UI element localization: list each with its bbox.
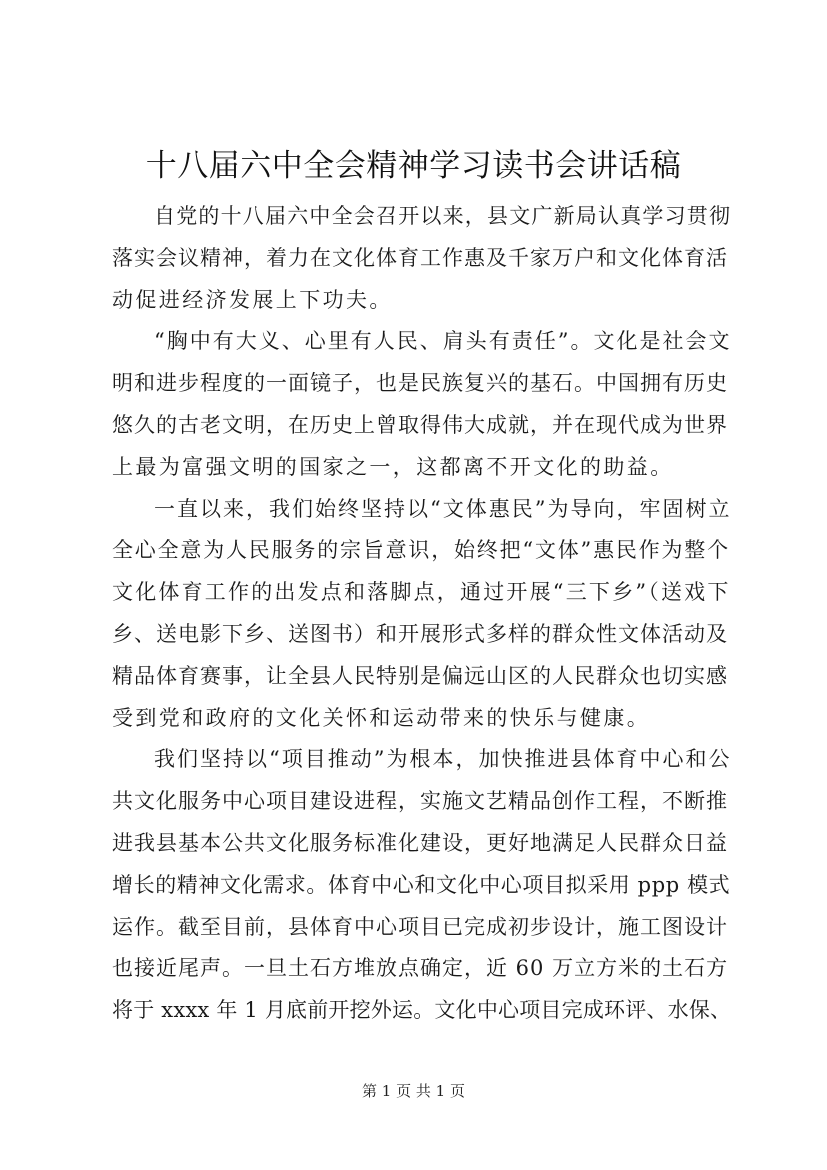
text-line: 精品体育赛事，让全县人民特别是偏远山区的人民群众也切实感 <box>112 663 728 688</box>
text-line: 落实会议精神，着力在文化体育工作惠及千家万户和文化体育活 <box>112 245 728 270</box>
paragraph-3 <box>112 489 732 740</box>
text-line: 上最为富强文明的国家之一，这都离不开文化的助益。 <box>112 454 674 479</box>
text-line: 运作。截至目前，县体育中心项目已完成初步设计，施工图设计 <box>112 914 728 939</box>
text-line: 一直以来，我们始终坚持以“文体惠民”为导向，牢固树立 <box>154 496 732 521</box>
text-line: 共文化服务中心项目建设进程，实施文艺精品创作工程，不断推 <box>112 789 728 814</box>
text-line: 也接近尾声。一旦土石方堆放点确定，近 60 万立方米的土石方 <box>112 956 729 981</box>
text-line: 动促进经济发展上下功夫。 <box>112 287 393 312</box>
page-footer: 第 1 页 共 1 页 <box>362 1082 465 1100</box>
text-line: 自党的十八届六中全会召开以来，县文广新局认真学习贯彻 <box>154 204 732 228</box>
paragraph-4 <box>112 739 732 1032</box>
text-line: 我们坚持以“项目推动”为根本，加快推进县体育中心和公 <box>154 747 732 772</box>
text-line: “胸中有大义、心里有人民、肩头有责任”。文化是社会文 <box>154 329 732 354</box>
text-line: 增长的精神文化需求。体育中心和文化中心项目拟采用 ppp 模式 <box>112 872 731 897</box>
text-line: 全心全意为人民服务的宗旨意识，始终把“文体”惠民作为整个 <box>112 538 730 563</box>
paragraph-1 <box>112 196 732 321</box>
text-line: 进我县基本公共文化服务标准化建设，更好地满足人民群众日益 <box>112 830 728 855</box>
text-line: 文化体育工作的出发点和落脚点，通过开展“三下乡”（送戏下 <box>112 580 731 605</box>
text-line: 受到党和政府的文化关怀和运动带来的快乐与健康。 <box>112 705 651 730</box>
document-body <box>112 196 732 1032</box>
text-line: 明和进步程度的一面镜子，也是民族复兴的基石。中国拥有历史 <box>112 371 728 396</box>
paragraph-2 <box>112 321 732 488</box>
text-line: 乡、送电影下乡、送图书）和开展形式多样的群众性文体活动及 <box>112 621 728 646</box>
text-line: 将于 xxxx 年 1 月底前开挖外运。文化中心项目完成环评、水保、 <box>112 998 732 1023</box>
text-line: 悠久的古老文明，在历史上曾取得伟大成就，并在现代成为世界 <box>112 412 728 437</box>
document-title: 十八届六中全会精神学习读书会讲话稿 <box>145 148 682 184</box>
